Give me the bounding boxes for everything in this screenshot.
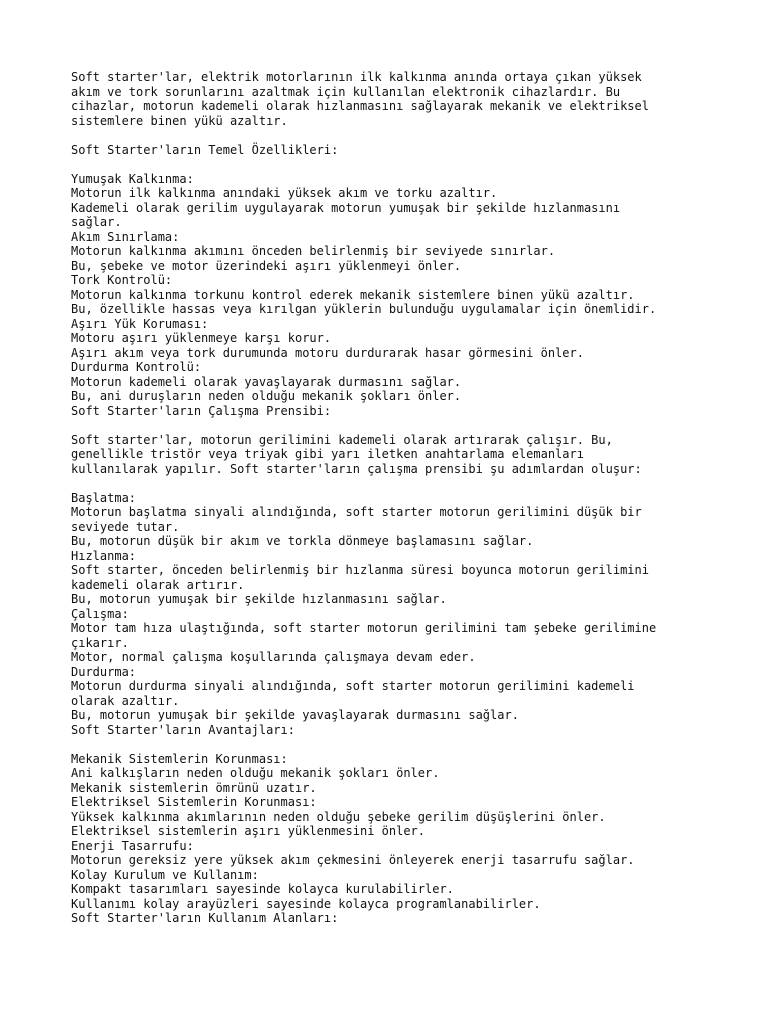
text-line: olarak azaltır. (71, 693, 180, 708)
text-line: Soft Starter'ların Kullanım Alanları: (71, 911, 339, 925)
text-line: seviyede tutar. (71, 519, 180, 534)
text-line: Aşırı Yük Koruması: (71, 316, 209, 331)
text-line: Soft Starter'ların Temel Özellikleri: (71, 142, 339, 157)
text-line: genellikle tristör veya triyak gibi yarı iletken anahtarlama elemanları (71, 447, 584, 461)
text-line: cihazlar, motorun kademeli olarak hızlanmasını sağlayarak mekanik ve elektriksel (71, 99, 649, 113)
text-line: akım ve tork sorunlarını azaltmak için kullanılan elektronik cihazlardır. Bu (71, 84, 621, 99)
text-line: kademeli olarak artırır. (71, 577, 245, 592)
text-line: Motorun kademeli olarak yavaşlayarak durmasını sağlar. (71, 374, 462, 389)
text-line: sistemlere binen yükü azaltır. (71, 113, 288, 128)
text-line: Soft starter, önceden belirlenmiş bir hızlanma süresi boyunca motorun gerilimini (71, 563, 649, 577)
text-line: Enerji Tasarrufu: (71, 838, 194, 853)
blank-line (71, 128, 751, 143)
text-line: Hızlanma: (71, 548, 137, 563)
text-line: Motorun gereksiz yere yüksek akım çekmesini önleyerek enerji tasarrufu sağlar. (71, 853, 635, 867)
text-line: Motorun kalkınma akımını önceden belirlenmiş bir seviyede sınırlar. (71, 244, 556, 258)
text-line: Bu, motorun yumuşak bir şekilde hızlanmasını sağlar. (71, 592, 447, 606)
text-line: Bu, motorun yumuşak bir şekilde yavaşlayarak durmasını sağlar. (71, 708, 519, 722)
text-line: Motor tam hıza ulaştığında, soft starter motorun gerilimini tam şebeke gerilimine (71, 621, 657, 635)
text-line: Elektriksel Sistemlerin Korunması: (71, 795, 317, 809)
blank-line (71, 476, 751, 491)
text-line: Yumuşak Kalkınma: (71, 171, 194, 186)
text-line: sağlar. (71, 215, 122, 229)
text-line: Bu, motorun düşük bir akım ve torkla dönmeye başlamasını sağlar. (71, 534, 534, 548)
text-line: kullanılarak yapılır. Soft starter'ların çalışma prensibi şu adımlardan oluşur: (71, 461, 642, 476)
text-line: Durdurma Kontrolü: (71, 360, 202, 374)
text-line: Soft Starter'ların Avantajları: (71, 722, 295, 737)
text-line: Ani kalkışların neden olduğu mekanik şokları önler. (71, 766, 440, 780)
document-page (71, 70, 751, 926)
text-line: Aşırı akım veya tork durumunda motoru durdurarak hasar görmesini önler. (71, 345, 584, 360)
text-line: Akım Sınırlama: (71, 229, 180, 244)
text-line: Soft starter'lar, elektrik motorlarının ilk kalkınma anında ortaya çıkan yüksek (71, 70, 642, 84)
text-line: Bu, özellikle hassas veya kırılgan yüklerin bulunduğu uygulamalar için önemlidir. (71, 302, 657, 316)
text-line: Yüksek kalkınma akımlarının neden olduğu şebeke gerilim düşüşlerini önler. (71, 809, 606, 824)
blank-line (71, 157, 751, 172)
text-line: Mekanik Sistemlerin Korunması: (71, 751, 288, 766)
text-line: Mekanik sistemlerin ömrünü uzatır. (71, 780, 317, 795)
text-line: Motoru aşırı yüklenmeye karşı korur. (71, 331, 332, 345)
text-line: Motorun kalkınma torkunu kontrol ederek mekanik sistemlere binen yükü azaltır. (71, 287, 635, 302)
text-line: Bu, ani duruşların neden olduğu mekanik şokları önler. (71, 389, 462, 403)
text-line: Kompakt tasarımları sayesinde kolayca kurulabilirler. (71, 882, 454, 896)
text-line: Kullanımı kolay arayüzleri sayesinde kolayca programlanabilirler. (71, 896, 541, 911)
text-line: Kademeli olarak gerilim uygulayarak motorun yumuşak bir şekilde hızlanmasını (71, 200, 621, 215)
text-line: çıkarır. (71, 635, 129, 650)
blank-line (71, 418, 751, 433)
text-line: Motorun durdurma sinyali alındığında, soft starter motorun gerilimini kademeli (71, 679, 635, 693)
text-line: Motorun ilk kalkınma anındaki yüksek akım ve torku azaltır. (71, 186, 498, 200)
text-line: Motor, normal çalışma koşullarında çalışmaya devam eder. (71, 650, 476, 664)
text-line: Elektriksel sistemlerin aşırı yüklenmesini önler. (71, 824, 426, 838)
blank-line (71, 737, 751, 752)
text-line: Bu, şebeke ve motor üzerindeki aşırı yüklenmeyi önler. (71, 258, 462, 273)
text-line: Başlatma: (71, 490, 137, 505)
text-line: Tork Kontrolü: (71, 273, 173, 287)
text-line: Soft starter'lar, motorun gerilimini kademeli olarak artırarak çalışır. Bu, (71, 432, 613, 447)
text-line: Durdurma: (71, 664, 137, 679)
text-line: Çalışma: (71, 606, 129, 621)
text-line: Soft Starter'ların Çalışma Prensibi: (71, 403, 332, 418)
text-line: Motorun başlatma sinyali alındığında, soft starter motorun gerilimini düşük bir (71, 505, 642, 519)
text-line: Kolay Kurulum ve Kullanım: (71, 867, 259, 882)
